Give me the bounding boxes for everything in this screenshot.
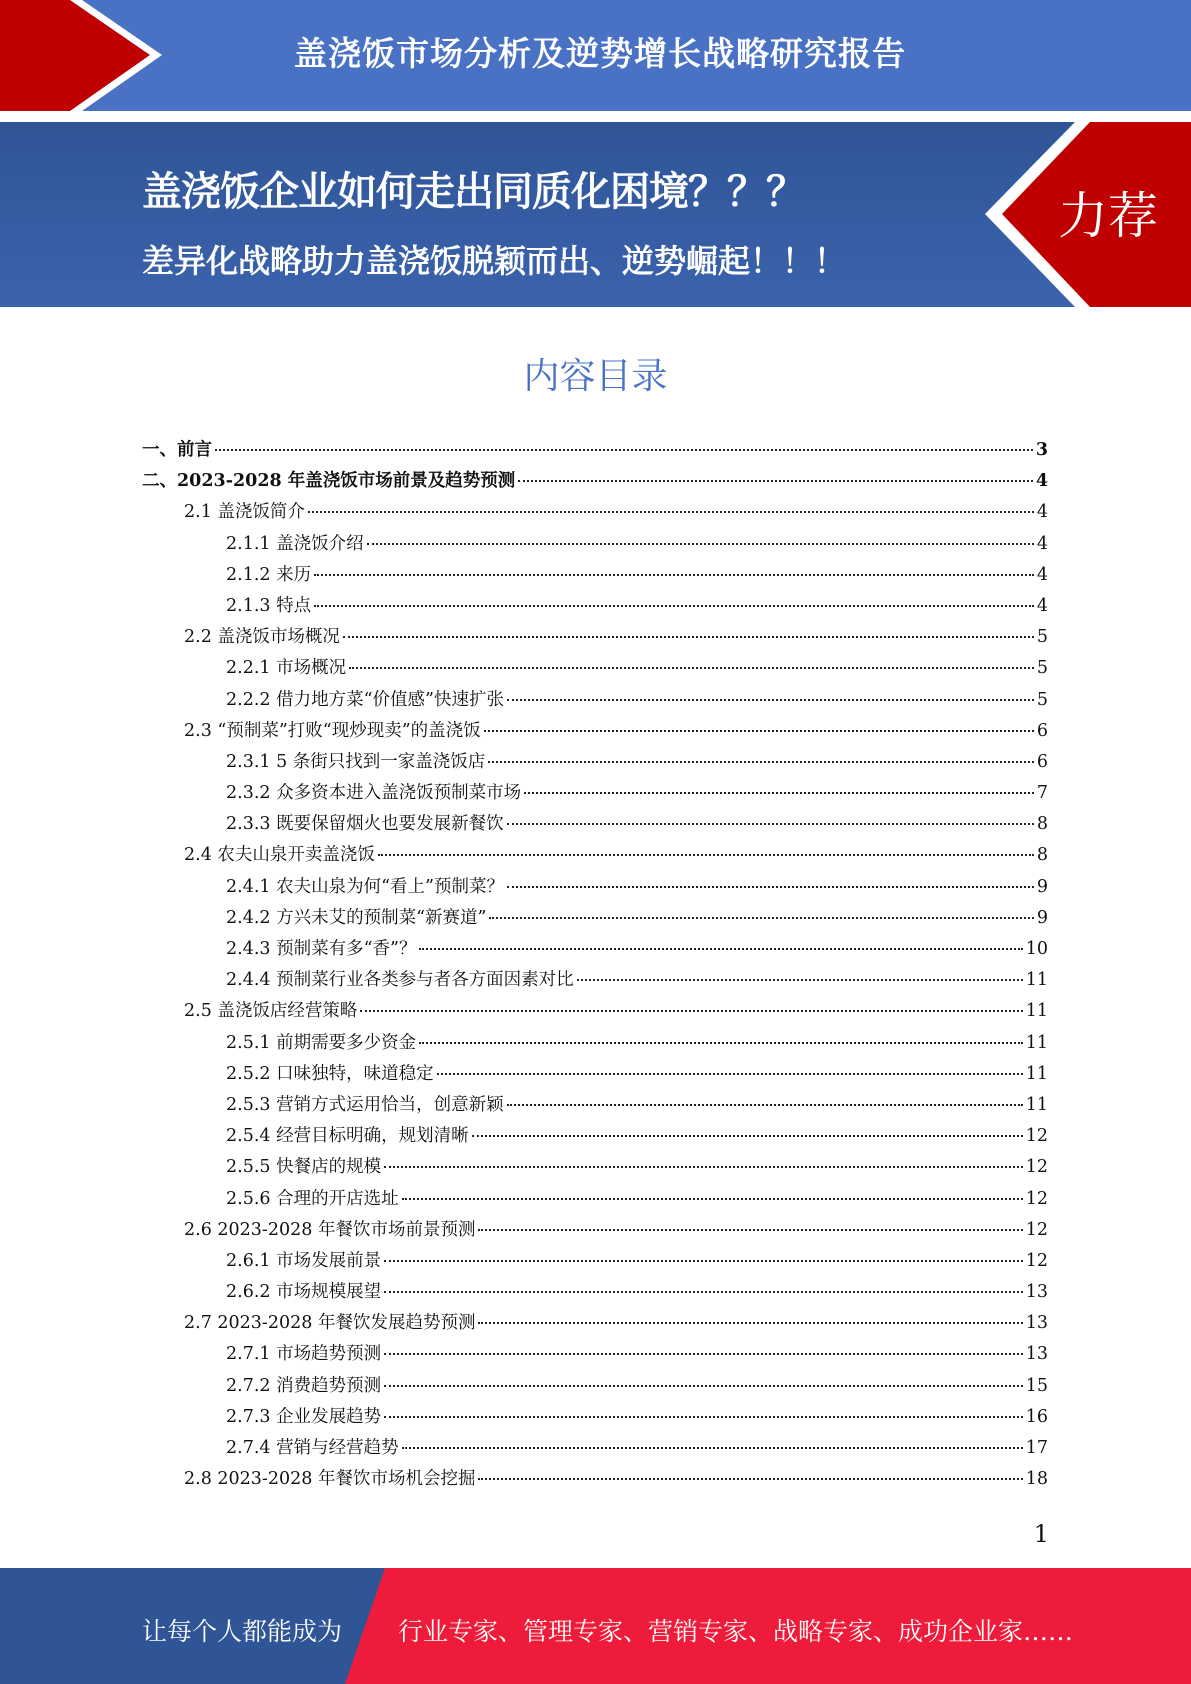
toc-entry-text: 2.5.5 快餐店的规模 — [226, 1157, 382, 1178]
toc-entry-text: 2.5.1 前期需要多少资金 — [226, 1032, 417, 1053]
toc-dot-leader — [478, 1229, 1022, 1231]
toc-entry[interactable] — [142, 1434, 1048, 1465]
toc-entry-page: 4 — [1036, 595, 1048, 616]
footer-slogan-left: 让每个人都能成为 — [142, 1617, 343, 1646]
toc-dot-leader — [488, 761, 1034, 763]
toc-entry-page: 11 — [1025, 1094, 1048, 1115]
toc-entry[interactable] — [142, 1091, 1048, 1122]
toc-entry[interactable] — [142, 810, 1048, 841]
toc-dot-leader — [308, 511, 1034, 513]
toc-entry[interactable] — [142, 1185, 1048, 1216]
toc-dot-leader — [484, 730, 1034, 732]
toc-entry-page: 13 — [1025, 1282, 1048, 1303]
toc-entry-text: 一、前言 — [142, 440, 212, 460]
toc-entry[interactable] — [142, 935, 1048, 966]
toc-entry[interactable] — [142, 530, 1048, 561]
toc-entry[interactable] — [142, 592, 1048, 623]
toc-entry-page: 11 — [1025, 1001, 1048, 1022]
toc-entry-page: 4 — [1036, 564, 1048, 585]
headline-answer: 差异化战略助力盖浇饭脱颖而出、逆势崛起！！！ — [142, 242, 847, 280]
toc-entry[interactable] — [142, 436, 1048, 467]
toc-dot-leader — [419, 948, 1022, 950]
toc-entry-text: 2.4.3 预制菜有多“香”？ — [226, 939, 417, 959]
toc-entry-text: 2.4.4 预制菜行业各类参与者各方面因素对比 — [226, 970, 574, 991]
toc-entry-text: 2.6.1 市场发展前景 — [226, 1250, 382, 1271]
toc-entry-page: 16 — [1025, 1406, 1048, 1427]
recommend-badge: 力荐 — [1058, 187, 1158, 245]
toc-entry[interactable] — [142, 841, 1048, 872]
toc-dot-leader — [349, 667, 1034, 669]
page-number: 1 — [1033, 1520, 1049, 1548]
footer-slogan-right: 行业专家、管理专家、营销专家、战略专家、成功企业家…… — [398, 1617, 1074, 1646]
toc-entry-text: 2.1 盖浇饭简介 — [184, 502, 305, 523]
toc-entry-text: 2.1.1 盖浇饭介绍 — [226, 533, 364, 554]
toc-dot-leader — [507, 823, 1034, 825]
toc-entry-text: 2.5.3 营销方式运用恰当，创意新颖 — [226, 1094, 504, 1115]
toc-entry-text: 2.6 2023-2028 年餐饮市场前景预测 — [184, 1219, 476, 1240]
toc-dot-leader — [384, 1385, 1023, 1387]
toc-entry[interactable] — [142, 1465, 1048, 1496]
toc-dot-leader — [402, 1447, 1023, 1449]
toc-entry-text: 2.4.2 方兴未艾的预制菜“新赛道” — [226, 907, 487, 928]
report-title: 盖浇饭市场分析及逆势增长战略研究报告 — [294, 34, 906, 73]
toc-dot-leader — [215, 449, 1033, 451]
toc-entry-text: 2.7 2023-2028 年餐饮发展趋势预测 — [184, 1313, 476, 1334]
toc-entry-text: 2.6.2 市场规模展望 — [226, 1282, 382, 1303]
toc-entry-text: 2.2.1 市场概况 — [226, 658, 347, 679]
toc-entry-page: 4 — [1035, 471, 1048, 492]
toc-list — [142, 436, 1048, 1496]
toc-dot-leader — [507, 1104, 1023, 1106]
toc-entry[interactable] — [142, 1029, 1048, 1060]
toc-dot-leader — [367, 543, 1034, 545]
toc-dot-leader — [478, 1322, 1022, 1324]
toc-entry-page: 7 — [1036, 783, 1048, 804]
toc-dot-leader — [384, 1353, 1023, 1355]
toc-entry-text: 2.3.1 5 条街只找到一家盖浇饭店 — [226, 751, 486, 772]
toc-entry[interactable] — [142, 1153, 1048, 1184]
toc-entry-page: 13 — [1025, 1344, 1048, 1365]
toc-entry-text: 2.1.2 来历 — [226, 564, 312, 585]
toc-dot-leader — [378, 854, 1034, 856]
toc-entry-page: 5 — [1036, 658, 1048, 679]
toc-entry[interactable] — [142, 904, 1048, 935]
toc-entry-text: 2.3.3 既要保留烟火也要发展新餐饮 — [226, 814, 504, 835]
toc-entry[interactable] — [142, 966, 1048, 997]
toc-dot-leader — [384, 1260, 1023, 1262]
toc-entry-page: 4 — [1036, 502, 1048, 523]
toc-dot-leader — [384, 1416, 1023, 1418]
toc-entry-page: 8 — [1036, 845, 1048, 866]
toc-dot-leader — [577, 979, 1023, 981]
headline-question: 盖浇饭企业如何走出同质化困境？？？ — [142, 169, 805, 215]
toc-entry[interactable] — [142, 498, 1048, 529]
toc-entry-text: 二、2023-2028 年盖浇饭市场前景及趋势预测 — [142, 471, 516, 492]
toc-dot-leader — [419, 1042, 1023, 1044]
toc-dot-leader — [314, 574, 1034, 576]
toc-entry-text: 2.7.3 企业发展趋势 — [226, 1406, 382, 1427]
toc-entry-page: 4 — [1036, 533, 1048, 554]
toc-entry-page: 9 — [1036, 907, 1048, 928]
toc-entry-page: 5 — [1036, 627, 1048, 648]
toc-entry[interactable] — [142, 561, 1048, 592]
toc-entry-page: 12 — [1025, 1219, 1048, 1240]
toc-entry-page: 15 — [1025, 1375, 1048, 1396]
toc-dot-leader — [472, 1135, 1023, 1137]
toc-entry-text: 2.3 “预制菜”打败“现炒现卖”的盖浇饭 — [184, 720, 481, 741]
toc-entry-text: 2.5.6 合理的开店选址 — [226, 1188, 399, 1209]
toc-dot-leader — [437, 1073, 1023, 1075]
toc-entry-text: 2.5 盖浇饭店经营策略 — [184, 1001, 358, 1022]
toc-dot-leader — [384, 1291, 1023, 1293]
toc-entry[interactable] — [142, 1060, 1048, 1091]
toc-dot-leader — [360, 1010, 1022, 1012]
toc-entry[interactable] — [142, 1403, 1048, 1434]
toc-entry-page: 17 — [1025, 1438, 1048, 1458]
toc-entry[interactable] — [142, 748, 1048, 779]
toc-dot-leader — [518, 480, 1033, 482]
toc-entry-page: 11 — [1025, 970, 1048, 991]
toc-entry-text: 2.4 农夫山泉开卖盖浇饭 — [184, 845, 375, 866]
toc-entry[interactable] — [142, 873, 1048, 904]
toc-entry-page: 12 — [1025, 1126, 1048, 1147]
toc-entry-page: 12 — [1025, 1250, 1048, 1271]
toc-entry[interactable] — [142, 1247, 1048, 1278]
toc-entry[interactable] — [142, 1122, 1048, 1153]
toc-dot-leader — [343, 636, 1034, 638]
toc-entry-page: 5 — [1036, 689, 1048, 710]
toc-entry[interactable] — [142, 997, 1048, 1028]
toc-dot-leader — [489, 917, 1033, 919]
toc-entry[interactable] — [142, 779, 1048, 810]
toc-entry-text: 2.7.2 消费趋势预测 — [226, 1375, 382, 1396]
toc-dot-leader — [478, 1478, 1022, 1480]
toc-entry-text: 2.5.2 口味独特，味道稳定 — [226, 1063, 434, 1084]
toc-dot-leader — [384, 1166, 1023, 1168]
toc-entry-text: 2.2.2 借力地方菜“价值感”快速扩张 — [226, 689, 504, 710]
toc-entry[interactable] — [142, 467, 1048, 498]
toc-title: 内容目录 — [523, 356, 668, 397]
toc-entry-text: 2.1.3 特点 — [226, 595, 312, 616]
toc-dot-leader — [314, 605, 1034, 607]
toc-entry-text: 2.7.4 营销与经营趋势 — [226, 1438, 399, 1458]
toc-entry-page: 9 — [1036, 876, 1048, 897]
toc-entry-page: 8 — [1036, 814, 1048, 835]
toc-dot-leader — [402, 1198, 1023, 1200]
toc-entry-text: 2.2 盖浇饭市场概况 — [184, 627, 340, 648]
toc-entry-text: 2.3.2 众多资本进入盖浇饭预制菜市场 — [226, 783, 522, 804]
toc-entry[interactable] — [142, 1278, 1048, 1309]
toc-entry-page: 13 — [1025, 1313, 1048, 1334]
toc-dot-leader — [524, 792, 1034, 794]
toc-entry-text: 2.4.1 农夫山泉为何“看上”预制菜？ — [226, 876, 504, 897]
toc-entry-page: 12 — [1025, 1157, 1048, 1178]
toc-entry-page: 11 — [1025, 1032, 1048, 1053]
toc-entry[interactable] — [142, 654, 1048, 685]
toc-entry-page: 11 — [1025, 1063, 1048, 1084]
toc-entry[interactable] — [142, 623, 1048, 654]
toc-entry-text: 2.8 2023-2028 年餐饮市场机会挖掘 — [184, 1469, 476, 1490]
toc-entry[interactable] — [142, 1372, 1048, 1403]
toc-entry[interactable] — [142, 1309, 1048, 1340]
toc-entry-page: 3 — [1035, 440, 1048, 460]
toc-entry-page: 6 — [1036, 720, 1048, 741]
toc-entry[interactable] — [142, 717, 1048, 748]
toc-entry-page: 18 — [1025, 1469, 1048, 1490]
toc-entry[interactable] — [142, 686, 1048, 717]
toc-entry[interactable] — [142, 1216, 1048, 1247]
toc-entry[interactable] — [142, 1340, 1048, 1371]
toc-entry-page: 12 — [1025, 1188, 1048, 1209]
toc-dot-leader — [507, 699, 1034, 701]
toc-dot-leader — [507, 886, 1034, 888]
toc-entry-page: 10 — [1025, 939, 1048, 959]
toc-entry-page: 6 — [1036, 751, 1048, 772]
toc-entry-text: 2.5.4 经营目标明确，规划清晰 — [226, 1126, 469, 1147]
toc-entry-text: 2.7.1 市场趋势预测 — [226, 1344, 382, 1365]
